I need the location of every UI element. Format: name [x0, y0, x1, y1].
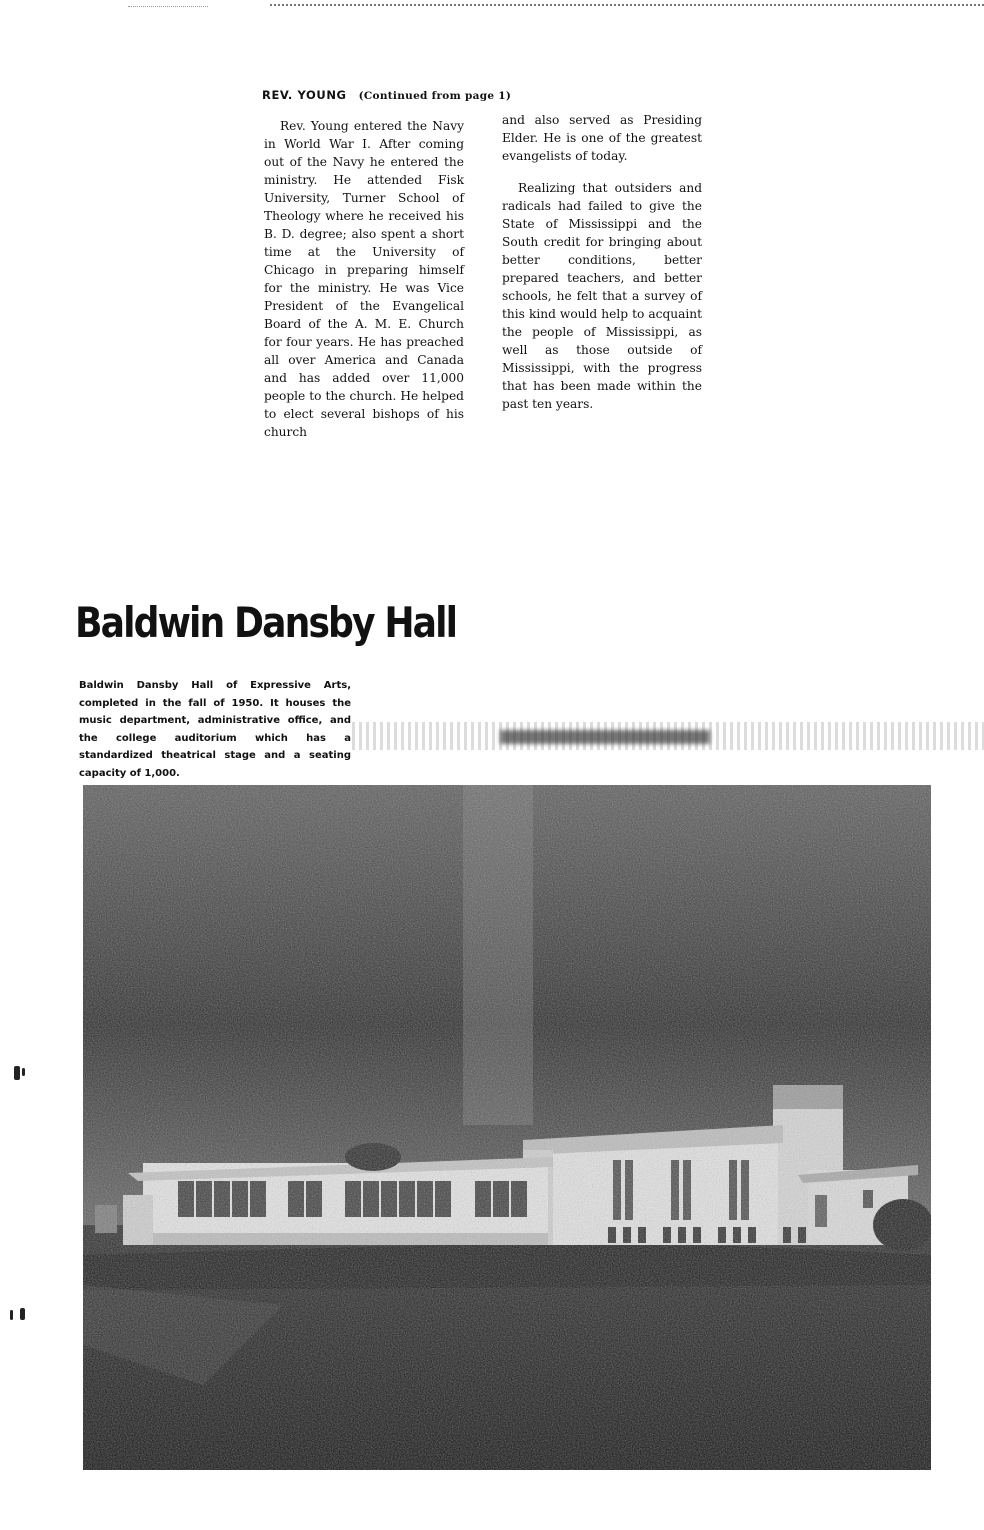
- top-rule-left: [128, 6, 208, 7]
- scan-speck: [14, 1066, 20, 1080]
- article-column-2: [502, 111, 702, 413]
- scan-speck: [10, 1310, 13, 1320]
- scan-speck: [22, 1068, 25, 1076]
- photo-caption: Baldwin Dansby Hall of Expressive Arts, completed in the fall of 1950. It houses the music department, administrative office, and the college auditorium which has a standardized theatrical stage and a seating capacity of 1,000.: [79, 680, 351, 779]
- scan-smudge-dark: [500, 730, 710, 744]
- photo-grain: [83, 785, 931, 1470]
- feature-title: Baldwin Dansby Hall: [75, 598, 457, 647]
- building-photo: [83, 785, 931, 1470]
- column-2-paragraph-2: Realizing that outsiders and radicals had failed to give the State of Mississippi and the South credit for bringing about better conditions, better prepared teachers, and better schools, he felt that a survey of this kind would help to acquaint the people of Mississippi, as well as those outside of Mississippi, with the progress that has been made within the past ten years.: [502, 181, 702, 411]
- top-rule: [270, 4, 984, 6]
- scan-speck: [20, 1308, 25, 1320]
- article-header: [262, 88, 511, 102]
- continued-note: (Continued from page 1): [358, 90, 512, 102]
- column-1-paragraph: Rev. Young entered the Navy in World War I. After coming out of the Navy he entered the ministry. He attended Fisk University, Turner School of Theology where he received his B. D. degree; also spent a short time at the University of Chicago in preparing himself for the ministry. He was Vice President of the Evangelical Board of the A. M. E. Church for four years. He has preached all over America and Canada and has added over 11,000 people to the church. He helped to elect several bishops of his church: [264, 119, 464, 439]
- article-column-1: [264, 117, 464, 441]
- article-title: REV. YOUNG: [262, 88, 347, 102]
- column-2-paragraph-1: and also served as Presiding Elder. He is one of the greatest evangelists of today.: [502, 113, 702, 163]
